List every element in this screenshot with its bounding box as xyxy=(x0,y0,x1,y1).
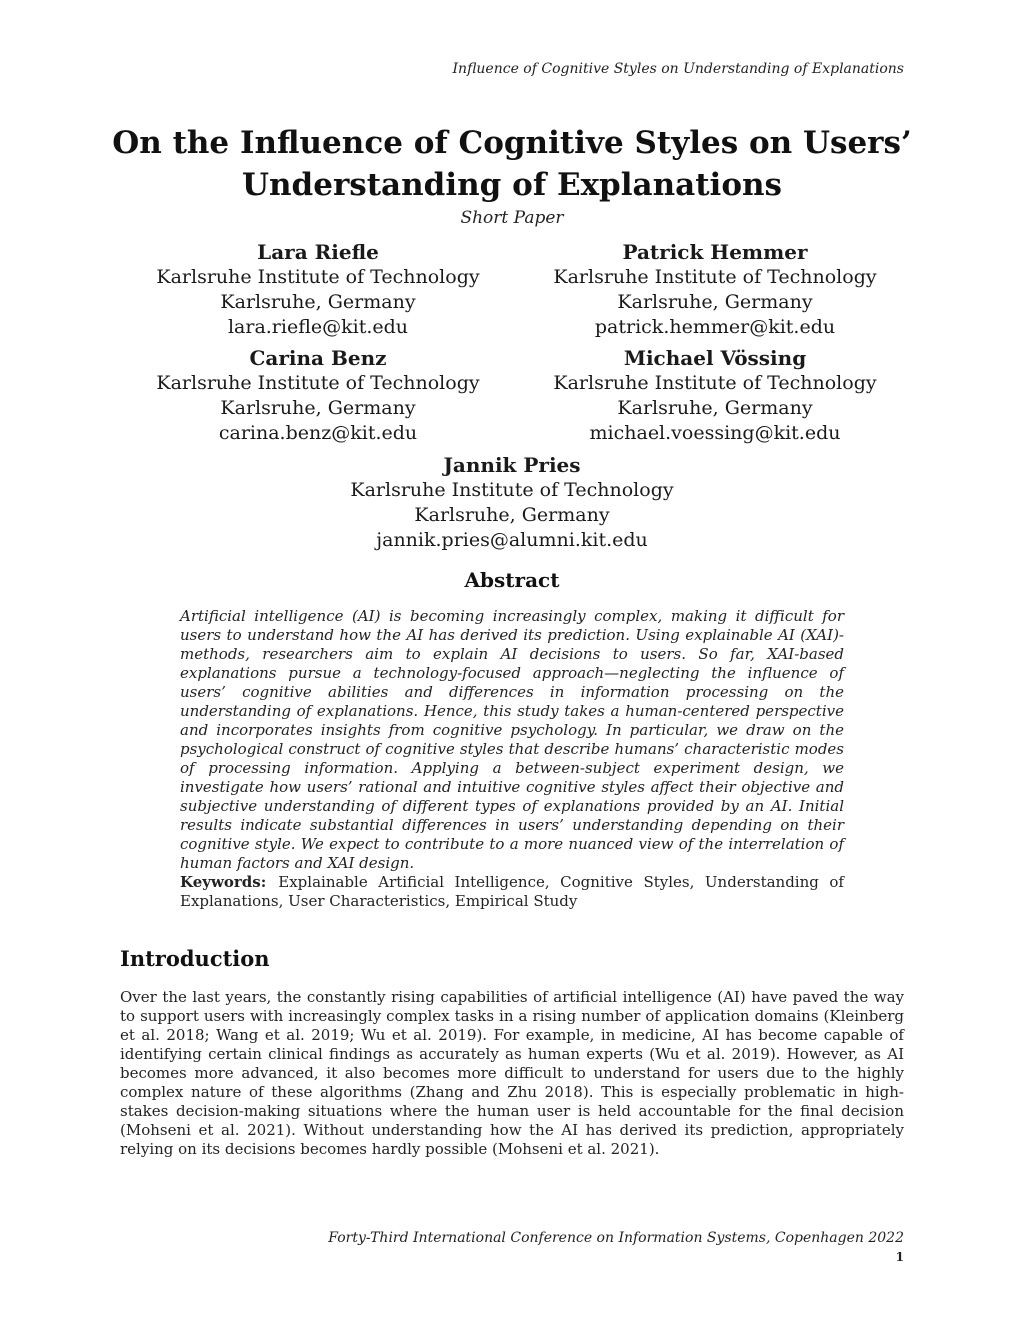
author-affiliation: Karlsruhe Institute of Technology xyxy=(156,372,480,394)
author-location: Karlsruhe, Germany xyxy=(414,504,610,526)
page-number: 1 xyxy=(895,1250,904,1264)
author-email[interactable]: carina.benz@kit.edu xyxy=(218,422,418,444)
author-affiliation: Karlsruhe Institute of Technology xyxy=(553,372,877,394)
author-name: Patrick Hemmer xyxy=(622,240,808,264)
keywords-text: Explainable Artificial Intelligence, Cognitive Styles, Understanding of Explanations, User Characteristics, Empirical Study xyxy=(180,873,844,910)
author-name: Michael Vössing xyxy=(623,346,807,370)
author-affiliation: Karlsruhe Institute of Technology xyxy=(350,479,674,501)
author-block xyxy=(515,240,915,340)
footer-conference: Forty-Third International Conference on Information Systems, Copenhagen 2022 xyxy=(328,1230,904,1246)
author-block xyxy=(312,453,712,553)
author-affiliation: Karlsruhe Institute of Technology xyxy=(553,266,877,288)
author-location: Karlsruhe, Germany xyxy=(220,397,416,419)
author-location: Karlsruhe, Germany xyxy=(220,291,416,313)
abstract-text: Artificial intelligence (AI) is becoming increasingly complex, making it difficult for users to understand how the AI has derived its prediction. Using explainable AI (XAI)-methods, researchers aim to explain AI decisions to users. So far, XAI-based explanations pursue a technology-focused approach—neglecting the influence of users’ cognitive abilities and differences in information processing on the understanding of explanations. Hence, this study takes a human-centered perspective and incorporates insights from cognitive psychology. In particular, we draw on the psychological construct of cognitive styles that describe humans’ characteristic modes of processing information. Applying a between-subject experiment design, we investigate how users’ rational and intuitive cognitive styles affect their objective and subjective understanding of different types of explanations provided by an AI. Initial results indicate substantial differences in users’ understanding depending on their cognitive style. We expect to contribute to a more nuanced view of the interrelation of human factors and XAI design. xyxy=(180,607,844,872)
author-name: Jannik Pries xyxy=(443,453,581,477)
author-email[interactable]: michael.voessing@kit.edu xyxy=(589,422,841,444)
author-email[interactable]: patrick.hemmer@kit.edu xyxy=(594,316,836,338)
keywords-label: Keywords: xyxy=(180,873,267,891)
paper-title: On the Influence of Cognitive Styles on Users’ Understanding of Explanations xyxy=(112,125,912,203)
author-affiliation: Karlsruhe Institute of Technology xyxy=(156,266,480,288)
abstract-heading: Abstract xyxy=(464,568,560,592)
introduction-heading: Introduction xyxy=(120,946,270,971)
keywords xyxy=(180,873,844,911)
paper-type: Short Paper xyxy=(460,208,564,228)
introduction-text: Over the last years, the constantly rising capabilities of artificial intelligence (AI) have paved the way to support users with increasingly complex tasks in a rising number of application domains (Kleinberg et al. 2018; Wang et al. 2019; Wu et al. 2019). For example, in medicine, AI has become capable of identifying certain clinical findings as accurately as human experts (Wu et al. 2019). However, as AI becomes more advanced, it also becomes more difficult to understand for users due to the highly complex nature of these algorithms (Zhang and Zhu 2018). This is especially problematic in high-stakes decision-making situations where the human user is held accountable for the final decision (Mohseni et al. 2021). Without understanding how the AI has derived its prediction, appropriately relying on its decisions becomes hardly possible (Mohseni et al. 2021). xyxy=(120,988,904,1158)
author-location: Karlsruhe, Germany xyxy=(617,397,813,419)
author-email[interactable]: lara.riefle@kit.edu xyxy=(227,316,409,338)
author-name: Carina Benz xyxy=(249,346,387,370)
author-email[interactable]: jannik.pries@alumni.kit.edu xyxy=(376,529,648,551)
running-header: Influence of Cognitive Styles on Understanding of Explanations xyxy=(452,61,904,77)
author-block xyxy=(118,346,518,446)
author-location: Karlsruhe, Germany xyxy=(617,291,813,313)
author-block xyxy=(515,346,915,446)
author-name: Lara Riefle xyxy=(257,240,379,264)
author-block xyxy=(118,240,518,340)
